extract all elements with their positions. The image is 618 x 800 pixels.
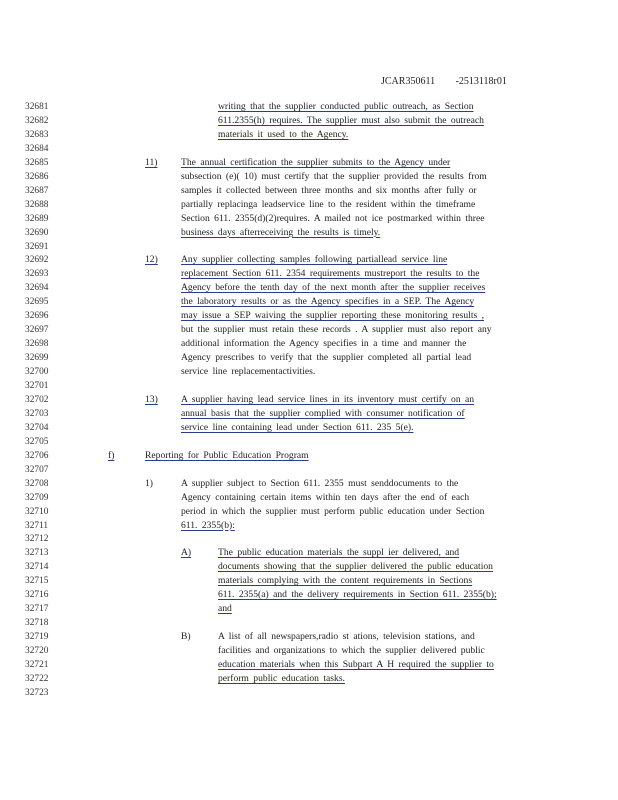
- document-line: [0, 491, 618, 505]
- line-number: 32702: [25, 394, 49, 405]
- doc-code: JCAR350611: [381, 76, 436, 87]
- line-number: 32706: [25, 450, 49, 461]
- line-number: 32720: [25, 646, 49, 657]
- line-text: but the supplier must retain these records . A supplier must also report any: [181, 324, 492, 336]
- document-line: [0, 686, 618, 700]
- line-number: 32694: [25, 283, 49, 294]
- line-text: materials complying with the content requirements in Sections: [218, 575, 473, 587]
- document-line: [0, 156, 618, 170]
- line-number: 32719: [25, 632, 49, 643]
- line-text: perform public education tasks.: [218, 672, 345, 684]
- document-line: [0, 100, 618, 114]
- line-text: subsection (e)( 10) must certify that the supplier provided the results from: [181, 170, 487, 182]
- line-number: 32684: [25, 143, 49, 154]
- document-line: [0, 379, 618, 393]
- line-text: 611.2355(h) requires. The supplier must also submit the outreach: [218, 114, 484, 126]
- line-number: 32700: [25, 367, 49, 378]
- document-line: [0, 546, 618, 560]
- document-line: [0, 463, 618, 477]
- line-number: 32712: [25, 534, 49, 545]
- line-text: 611. 2355(a) and the delivery requirements in Section 611. 2355(b);: [218, 589, 497, 601]
- document-line: [0, 323, 618, 337]
- line-number: 32687: [25, 185, 49, 196]
- list-marker: A): [181, 547, 192, 559]
- document-line: [0, 351, 618, 365]
- document-line: [0, 658, 618, 672]
- list-marker: B): [181, 631, 191, 643]
- list-marker: 12): [145, 254, 158, 266]
- document-line: [0, 672, 618, 686]
- line-number: 32716: [25, 590, 49, 601]
- line-text: period in which the supplier must perform public education under Section: [181, 505, 485, 517]
- document-header: [381, 76, 507, 87]
- line-number: 32701: [25, 381, 49, 391]
- document-line: [0, 602, 618, 616]
- list-marker: 11): [145, 156, 158, 168]
- document-line: [0, 142, 618, 156]
- line-number: 32690: [25, 227, 49, 238]
- line-text: service line replacementactivities.: [181, 366, 316, 378]
- document-line: [0, 421, 618, 435]
- list-marker: 1): [145, 477, 153, 489]
- line-text: A supplier subject to Section 611. 2355 must senddocuments to the: [181, 477, 459, 489]
- document-line: [0, 212, 618, 226]
- line-number: 32699: [25, 353, 49, 364]
- line-number: 32704: [25, 422, 49, 433]
- document-line: [0, 644, 618, 658]
- line-text: replacement Section 611. 2354 requirements mustreport the results to the: [181, 268, 480, 280]
- line-text: Agency containing certain items within ten days after the end of each: [181, 491, 470, 503]
- document-line: [0, 449, 618, 463]
- line-text: materials it used to the Agency.: [218, 128, 349, 140]
- document-line: [0, 226, 618, 240]
- line-number: 32721: [25, 660, 49, 670]
- line-number: 32723: [25, 687, 49, 698]
- doc-id: -2513118r01: [455, 76, 507, 87]
- line-number: 32685: [25, 157, 49, 168]
- line-text: facilities and organizations to which the supplier delivered public: [218, 645, 485, 657]
- line-text: Agency prescribes to verify that the supplier completed all partial lead: [181, 352, 472, 364]
- line-number: 32682: [25, 115, 49, 126]
- line-number: 32711: [25, 520, 49, 531]
- line-text: business days afterreceiving the results is timely.: [181, 226, 381, 238]
- line-number: 32688: [25, 199, 49, 210]
- document-line: [0, 616, 618, 630]
- document-line: [0, 114, 618, 128]
- line-text: documents showing that the supplier delivered the public education: [218, 561, 493, 573]
- line-number: 32707: [25, 464, 49, 475]
- line-text: service line containing lead under Section 611. 235 5(e).: [181, 421, 414, 433]
- line-number: 32717: [25, 604, 49, 615]
- line-text: A list of all newspapers,radio st ations, television stations, and: [218, 631, 475, 643]
- line-number: 32695: [25, 297, 49, 308]
- document-line: [0, 253, 618, 267]
- line-number: 32692: [25, 255, 49, 266]
- line-number: 32705: [25, 436, 49, 447]
- document-line: [0, 560, 618, 574]
- line-number: 32681: [25, 102, 49, 112]
- line-text: Agency before the tenth day of the next month after the supplier receives: [181, 282, 486, 294]
- document-line: [0, 588, 618, 602]
- line-number: 32715: [25, 576, 49, 587]
- line-number: 32697: [25, 325, 49, 336]
- document-line: [0, 532, 618, 546]
- document-line: [0, 128, 618, 142]
- line-text: The public education materials the suppl ier delivered, and: [218, 547, 460, 559]
- line-text: annual basis that the supplier complied with consumer notification of: [181, 407, 465, 419]
- document-line: [0, 407, 618, 421]
- line-text: partially replacinga leadservice line to the resident within the timeframe: [181, 198, 476, 210]
- document-line: [0, 281, 618, 295]
- document-line: [0, 477, 618, 491]
- line-number: 32714: [25, 562, 49, 573]
- list-marker: 13): [145, 393, 158, 405]
- document-line: [0, 337, 618, 351]
- line-number: 32708: [25, 478, 49, 489]
- document-line: [0, 630, 618, 644]
- document-line: [0, 393, 618, 407]
- line-number: 32691: [25, 241, 49, 252]
- line-text: A supplier having lead service lines in its inventory must certify on an: [181, 393, 475, 405]
- line-number: 32689: [25, 213, 49, 224]
- document-line: [0, 574, 618, 588]
- line-text: and: [218, 603, 232, 615]
- line-number: 32709: [25, 492, 49, 503]
- line-text: Any supplier collecting samples following partiallead service line: [181, 254, 448, 266]
- line-number: 32703: [25, 408, 49, 419]
- line-number: 32693: [25, 269, 49, 280]
- line-number: 32718: [25, 618, 49, 629]
- line-text: samples it collected between three months and six months after fully or: [181, 184, 477, 196]
- line-text: the laboratory results or as the Agency specifies in a SEP. The Agency: [181, 296, 475, 308]
- list-marker: f): [108, 449, 115, 461]
- document-line: [0, 184, 618, 198]
- line-text: 611. 2355(b):: [181, 519, 235, 531]
- line-text: The annual certification the supplier submits to the Agency under: [181, 156, 451, 168]
- document-line: [0, 170, 618, 184]
- line-number: 32683: [25, 129, 49, 140]
- line-text: additional information the Agency specifies in a time and manner the: [181, 338, 467, 350]
- line-number: 32698: [25, 339, 49, 350]
- line-number: 32713: [25, 548, 49, 559]
- line-number: 32696: [25, 311, 49, 322]
- document-line: [0, 309, 618, 323]
- line-text: Reporting for Public Education Program: [145, 449, 309, 461]
- document-line: [0, 365, 618, 379]
- line-text: may issue a SEP waiving the supplier reporting these monitoring results ,: [181, 310, 485, 322]
- line-text: Section 611. 2355(d)(2)requires. A mailed not ice postmarked within three: [181, 212, 485, 224]
- document-line: [0, 519, 618, 533]
- line-number: 32686: [25, 171, 49, 182]
- document-line: [0, 295, 618, 309]
- document-line: [0, 435, 618, 449]
- line-number: 32722: [25, 673, 49, 684]
- line-text: education materials when this Subpart A H required the supplier to: [218, 659, 494, 670]
- document-line: [0, 267, 618, 281]
- document-line: [0, 240, 618, 254]
- document-line: [0, 505, 618, 519]
- document-line: [0, 198, 618, 212]
- line-text: writing that the supplier conducted public outreach, as Section: [218, 101, 474, 112]
- line-number: 32710: [25, 506, 49, 517]
